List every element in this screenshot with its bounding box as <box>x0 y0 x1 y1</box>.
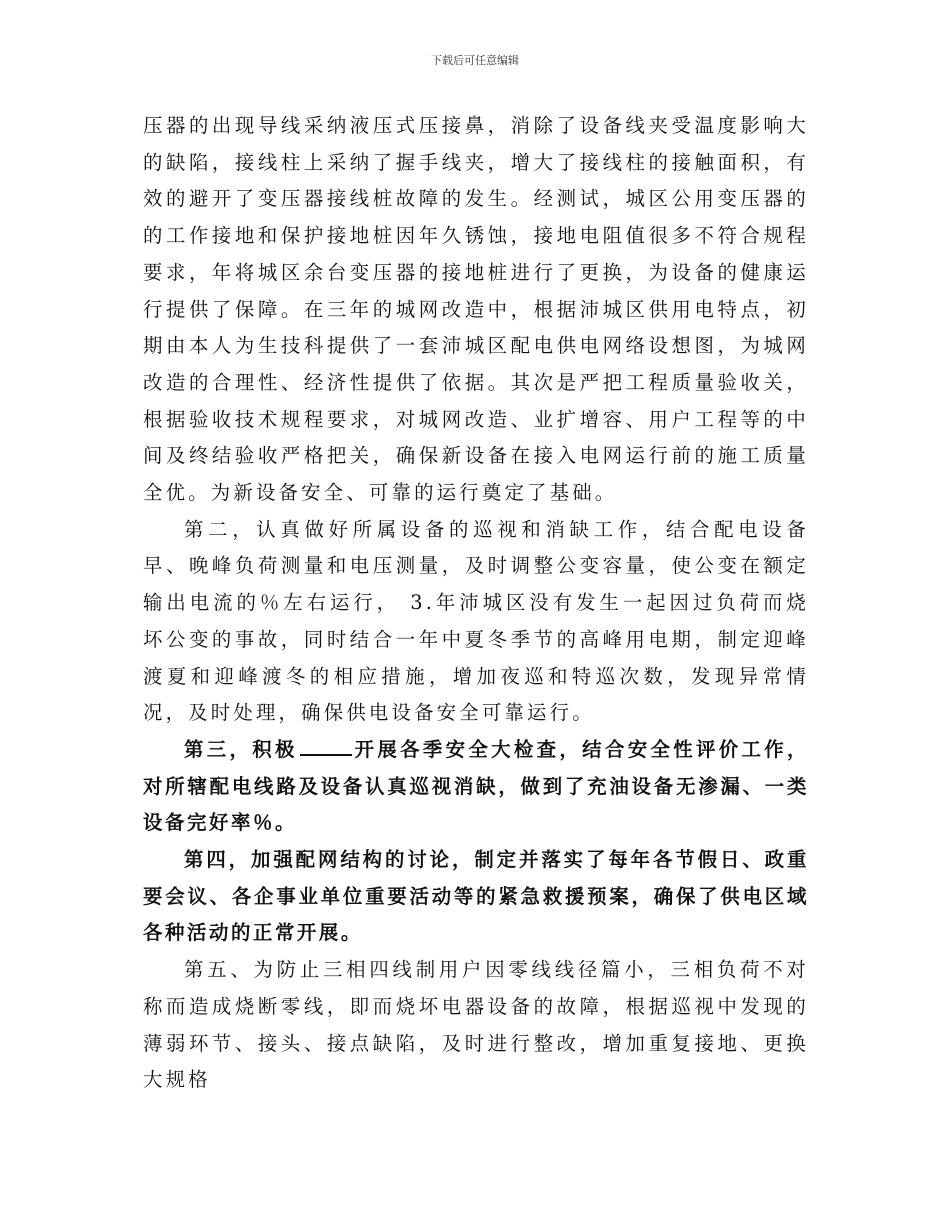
paragraph-3 <box>143 732 809 842</box>
paragraph-3-text-after: 开展各季安全大检查，结合安全性评价工作，对所辖配电线路及设备认真巡视消缺，做到了充油设备无渗漏、一类设备完好率％。 <box>143 737 810 835</box>
page-header: 下载后可任意编辑 <box>431 54 519 67</box>
document-body <box>143 108 809 1099</box>
fill-in-blank <box>300 736 352 756</box>
paragraph-4: 第四，加强配网结构的讨论，制定并落实了每年各节假日、政重要会议、各企事业单位重要活动等的紧急救援预案，确保了供电区域各种活动的正常开展。 <box>143 848 809 945</box>
paragraph-5: 第五、为防止三相四线制用户因零线线径篇小，三相负荷不对称而造成烧断零线，即而烧坏电器设备的故障，根据巡视中发现的薄弱环节、接头、接点缺陷，及时进行整改，增加重复接地、更换大规格 <box>143 958 809 1092</box>
paragraph-2: 第二，认真做好所属设备的巡视和消缺工作，结合配电设备早、晚峰负荷测量和电压测量，及时调整公变容量，使公变在额定输出电流的％左右运行， 3.年沛城区没有发生一起因过负荷而烧坏公变的事故，同时结合一年中夏冬季节的高峰用电期，制定迎峰渡夏和迎峰渡冬的相应措施，增加夜巡和特巡次数，发现异常情况，及时处理，确保供电设备安全可靠运行。 <box>143 517 809 725</box>
paragraph-3-text-before: 第三，积极 <box>184 737 298 761</box>
paragraph-1: 压器的出现导线采纳液压式压接鼻，消除了设备线夹受温度影响大的缺陷，接线柱上采纳了握手线夹，增大了接线柱的接触面积，有效的避开了变压器接线桩故障的发生。经测试，城区公用变压器的的工作接地和保护接地桩因年久锈蚀，接地电阻值很多不符合规程要求，年将城区余台变压器的接地桩进行了更换，为设备的健康运行提供了保障。在三年的城网改造中，根据沛城区供用电特点，初期由本人为生技科提供了一套沛城区配电供电网络设想图，为城网改造的合理性、经济性提供了依据。其次是严把工程质量验收关，根据验收技术规程要求，对城网改造、业扩增容、用户工程等的中间及终结验收严格把关，确保新设备在接入电网运行前的施工质量全优。为新设备安全、可靠的运行奠定了基础。 <box>143 114 809 505</box>
